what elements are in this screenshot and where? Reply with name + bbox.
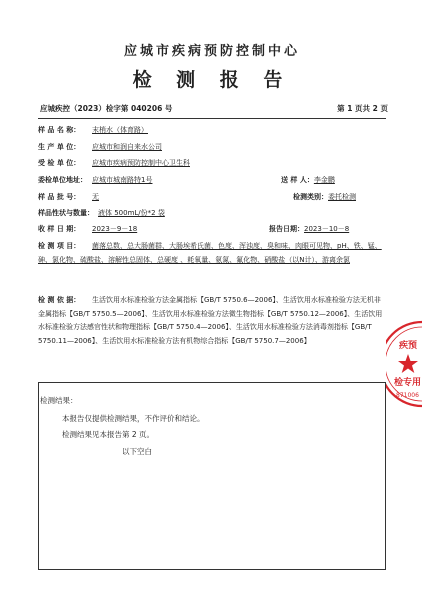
seal-star-icon <box>398 354 418 373</box>
test-type-label: 检测类别： <box>293 193 328 201</box>
row-address <box>38 175 386 185</box>
test-basis <box>38 294 386 349</box>
seal-text-bottom: 871006 <box>396 392 419 399</box>
test-basis-value: 生活饮用水标准检验方法金属指标【GB/T 5750.6—2006】、生活饮用水标准检验方法无机非金属指标【GB/T 5750.5—2006】、生活饮用水标准检验方法微生物指标【GB/T 5750.12—2006】、生活饮用水标准检验方法感官性状和物理指标【GB/T 5750.4—2006】、生活饮用水标准检验方法消毒剂指标【GB/T 5750.11—2006】、生活饮用水标准检验方法有机物综合指标【GB/T 5750.7—2006】 <box>38 296 383 346</box>
producer-label: 生 产 单 位： <box>38 143 81 151</box>
conclusion-line-3: 以下空白 <box>122 447 152 456</box>
seal-text-top: 疾预 <box>399 341 418 351</box>
test-items-value: 菌落总数、总大肠菌群、大肠埃希氏菌、色度、浑浊度、臭和味、肉眼可见物、pH、铁、锰、砷、氯化物、硫酸盐、溶解性总固体、总硬度 、耗氧量、氨氮、氟化物、硝酸盐（以N计）、游离余氯 <box>38 242 382 264</box>
organization-name: 应城市疾病预防控制中心 <box>123 44 300 59</box>
test-items <box>38 240 386 267</box>
test-items-label: 检 测 项 目： <box>38 242 81 250</box>
official-seal-stamp <box>386 318 422 410</box>
inspected-value: 应城市疾病预防控制中心卫生科 <box>92 159 190 167</box>
row-producer <box>38 142 386 152</box>
conclusion-line-1: 本报告仅提供检测结果，不作评价和结论。 <box>62 414 205 423</box>
row-sample-name <box>38 125 386 135</box>
sample-no-label: 样 品 批 号： <box>38 193 81 201</box>
report-date-label: 报告日期： <box>269 225 304 233</box>
sender-label: 送 样 人： <box>281 176 314 184</box>
receive-date-value: 2023－9－18 <box>92 225 138 233</box>
document-number: 应城疾控（2023）检字第 040206 号 <box>40 104 173 113</box>
address-label: 委检单位地址： <box>38 176 87 184</box>
row-sample-status <box>38 208 386 218</box>
row-sample-no <box>38 192 386 202</box>
test-basis-label: 检 测 依 据： <box>38 296 81 304</box>
test-type-value: 委托检测 <box>328 193 356 201</box>
row-inspected <box>38 158 386 168</box>
inspected-label: 受 检 单 位： <box>38 159 81 167</box>
sender-value: 李金鹏 <box>313 176 335 184</box>
sample-status-label: 样品性状与数量： <box>38 209 94 217</box>
sample-name-value: 末梢水（体育路） <box>92 126 148 134</box>
table-top-border <box>38 118 386 119</box>
sample-no-value: 无 <box>92 193 99 201</box>
address-value: 应城市城南路特1号 <box>92 176 153 184</box>
conclusion-line-2: 检测结果见本报告第 2 页。 <box>62 430 155 439</box>
row-dates <box>38 224 386 234</box>
producer-value: 应城市和润自来水公司 <box>92 143 162 151</box>
sample-status-value: 液体 500mL/份*2 袋 <box>98 209 165 217</box>
sample-name-label: 样 品 名 称： <box>38 126 81 134</box>
report-title: 检 测 报 告 <box>132 69 292 91</box>
receive-date-label: 收 样 日 期： <box>38 225 81 233</box>
report-date-value: 2023－10－8 <box>304 225 350 233</box>
table-right-border <box>385 382 386 569</box>
table-middle-border <box>38 382 386 383</box>
page-info: 第 1 页共 2 页 <box>337 104 388 113</box>
table-left-border <box>38 382 39 569</box>
table-bottom-border <box>38 569 386 570</box>
conclusion-title: 检测结果： <box>40 396 78 405</box>
seal-text-mid: 检专用 <box>394 378 422 388</box>
